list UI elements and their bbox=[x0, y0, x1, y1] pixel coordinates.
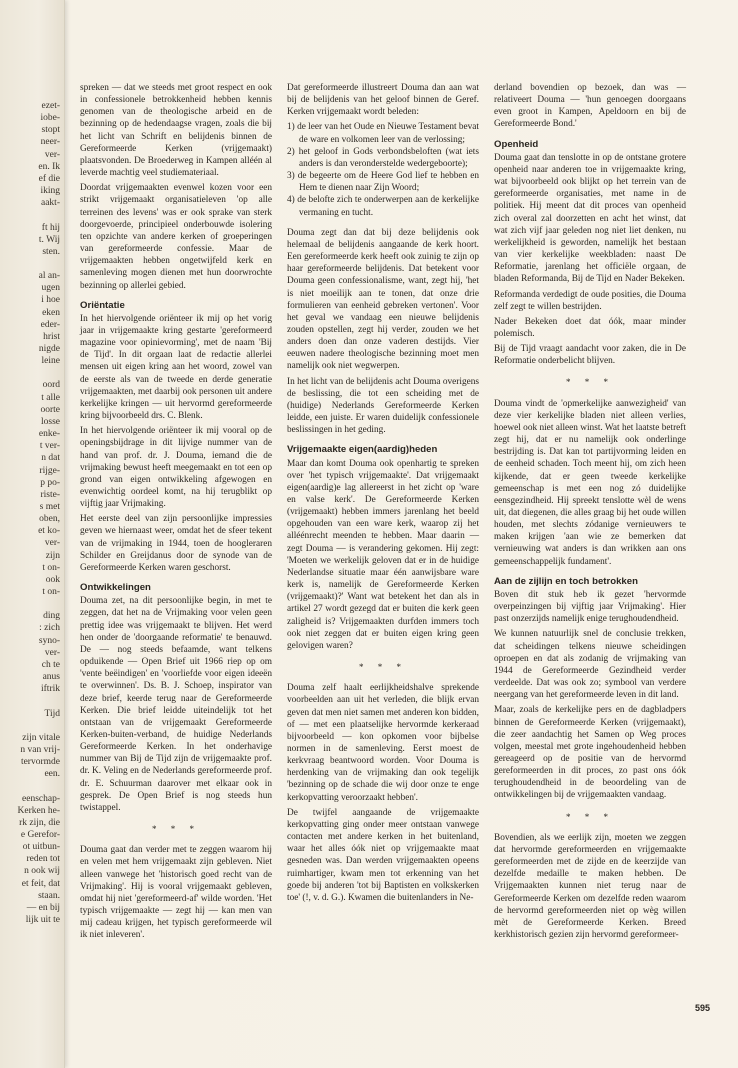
paragraph: Maar, zoals de kerkelijke pers en de dagbladpers binnen de Gereformeerde Kerken (vrijgemaakt), die zeer aandachtig het Samen op Weg proces volgen, meestal met grote ingehoudenheid hebben gereageerd op de positie van de hervormd gereformeerden in dit proces, zo past ons óók terughoudendheid in de beoordeling van de ontwikkelingen bij de vrijgemaakten vandaag. bbox=[494, 705, 686, 801]
previous-page-fragment: sten. bbox=[42, 246, 60, 257]
previous-page-fragment: et feit, dat bbox=[21, 878, 60, 889]
previous-page-fragment: hrist bbox=[43, 331, 60, 342]
previous-page-fragment: rijge- bbox=[39, 465, 60, 476]
previous-page-margin bbox=[0, 0, 65, 1068]
previous-page-fragment: n dat bbox=[41, 453, 60, 464]
previous-page-fragment: — en bij bbox=[26, 902, 60, 913]
paragraph: We kunnen natuurlijk snel de conclusie trekken, dat scheidingen telkens nieuwe scheidingen oproepen en dat als zodanig de vrijmaking van 1944 de Gereformeerde Gezindheid verder verdeelde. Dat was ook zo; symbool van verdere neergang van het gereformeerde leven in dit land. bbox=[494, 629, 686, 701]
previous-page-fragment: enke- bbox=[38, 429, 60, 440]
previous-page-fragment: t on- bbox=[42, 587, 60, 597]
column-3 bbox=[494, 82, 686, 944]
previous-page-fragment: zijn vitale bbox=[22, 732, 60, 743]
previous-page-fragment: s met bbox=[39, 501, 60, 512]
paragraph: Douma gaat dan tenslotte in op de ontstane grotere openheid naar anderen toe in vrijgemaakte kring, wat bijvoorbeeld ook blijkt op het terrein van de gereformeerde organisaties, met name in de politiek. Hij meent dat dit proces van openheid zich overal zal doorzetten en acht het winst, dat wat zich vijf jaar geleden nog niet liet denken, nu werkelijkheid is geworden, namelijk het bestaan van vier kerkelijke weekbladen: naast De Reformatie, jarenlang het officiële orgaan, de bladen Reformanda, Bij de Tijd en Nader Bekeken. bbox=[494, 152, 686, 285]
previous-page-fragment: ezet- bbox=[41, 101, 60, 111]
previous-page-fragment: reden tot bbox=[26, 854, 60, 865]
previous-page-fragment: ef die bbox=[38, 173, 60, 184]
previous-page-fragment: t on- bbox=[42, 562, 60, 573]
section-divider: * * * bbox=[566, 811, 614, 822]
previous-page-fragment: losse bbox=[41, 416, 60, 427]
column-2 bbox=[287, 82, 479, 907]
section-heading-orientatie: Oriëntatie bbox=[80, 299, 125, 311]
previous-page-fragment: eken bbox=[42, 307, 60, 318]
paragraph: Douma zegt dan dat bij deze belijdenis ook helemaal de belijdenis aangaande de kerk hoort. Een gereformeerde kerk heeft ook zuinig te zijn op haar gereformeerde belijdenis. Dat betekent voor Douma geen confessionalisme, want, zegt hij, 'het is niet moeilijk aan te tonen, dat onze drie formulieren van eenheid gebreken vertonen'. Voor het geval we vandaag een nieuwe belijdenis zouden opstellen, zegt hij verder, zouden we het anders doen dan onze vaderen destijds. Vier eeuwen nadere theologische bezinning moet men namelijk ook niet wegwerpen. bbox=[287, 227, 479, 372]
previous-page-fragment: een. bbox=[44, 769, 60, 780]
list-item: 1) de leer van het Oude en Nieuwe Testament bevat de ware en volkomen leer van de verlossing; bbox=[287, 122, 480, 145]
paragraph: Het eerste deel van zijn persoonlijke impressies geven we hiernaast weer, omdat het de sfeer tekent van de vrijmaking in 1944, toen de hoogleraren Schilder en Greijdanus door de synode van de Gereformeerde Kerken waren geschorst. bbox=[80, 514, 272, 573]
paragraph: Nader Bekeken doet dat óók, maar minder polemisch. bbox=[494, 316, 686, 339]
previous-page-fragment: n van vrij- bbox=[20, 744, 60, 755]
previous-page-fragment: t alle bbox=[41, 392, 60, 403]
previous-page-fragment: oorte bbox=[40, 404, 60, 415]
previous-page-fragment: iking bbox=[40, 186, 60, 197]
previous-page-fragment: tervormde bbox=[20, 757, 60, 768]
previous-page-fragment: e Gerefor- bbox=[20, 830, 60, 840]
previous-page-fragment: staan. bbox=[38, 890, 60, 901]
previous-page-fragment: ook bbox=[45, 574, 60, 585]
previous-page-fragment: ver- bbox=[44, 647, 60, 658]
previous-page-fragment: p po- bbox=[40, 477, 60, 488]
previous-page-fragment: zijn bbox=[45, 550, 60, 561]
previous-page-fragment: ch te bbox=[41, 659, 60, 670]
previous-page-fragment: t ver- bbox=[39, 441, 60, 452]
belijdenis-list bbox=[287, 121, 479, 218]
previous-page-fragment: oben, bbox=[39, 514, 60, 525]
previous-page-fragment: syno- bbox=[38, 635, 60, 646]
paragraph: spreken — dat we steeds met groot respect en ook in confessionele betrokkenheid hebben kennis genomen van de theologische arbeid en de bezinning op de hedendaagse vragen, zoals die bij het licht van Schrift en belijdenis binnen de Gereformeerde Kerken (vrijgemaakt) plaatsvonden. De Broederweg in Kampen alléén al leverde machtig veel studiemateriaal. bbox=[80, 83, 272, 179]
previous-page-fragment: neer- bbox=[40, 137, 60, 148]
previous-page-fragment: lijk uit te bbox=[25, 915, 60, 926]
previous-page-fragment: iobe- bbox=[40, 113, 60, 124]
previous-page-fragment: n ook wij bbox=[24, 866, 60, 877]
previous-page-fragment: eenschap- bbox=[22, 793, 60, 804]
previous-page-fragment: stopt bbox=[41, 125, 60, 136]
previous-page-fragment: et ko- bbox=[38, 526, 60, 537]
previous-page-fragment: Kerken he- bbox=[17, 805, 60, 816]
list-item: 3) de begeerte om de Heere God lief te hebben en Hem te dienen naar Zijn Woord; bbox=[287, 171, 479, 194]
section-heading-openheid: Openheid bbox=[494, 138, 539, 150]
previous-page-fragment: al an- bbox=[38, 271, 60, 282]
previous-page-fragment: nigde bbox=[38, 344, 60, 354]
paragraph: In het hiervolgende oriënteer ik mij vooral op de openingsbijdrage in dit lijvige nummer van de hand van prof. dr. J. Douma, iemand die de vrijmaking bewust heeft meegemaakt en tot een op grond van eigen ontwikkeling afgewogen en evenwichtig oordeel komt, na hij terugblikt op vijftig jaar Vrijmaking. bbox=[80, 426, 272, 510]
paragraph: Douma zelf haalt eerlijkheidshalve sprekende voorbeelden aan uit het verleden, die blijk ervan geven dat men niet samen met anderen kon bidden, of — met een plaatselijke hervormde kerkeraad bijvoorbeeld — kon opkomen voor bijbelse normen in de samenleving. Eerst moest de kerkvraag beantwoord worden. Voor Douma is herdenking van de vrijmaking dan ook tegelijk 'bezinning op de schade die wij door onze te enge kerkopvatting veroorzaakt hebben'. bbox=[287, 683, 479, 803]
previous-page-fragment: riste- bbox=[40, 489, 60, 500]
page-number: 595 bbox=[694, 1003, 710, 1013]
previous-page-fragment: eder- bbox=[40, 319, 60, 330]
previous-page-fragment: ot uitbun- bbox=[22, 842, 60, 853]
previous-page-fragment: ding bbox=[43, 611, 60, 622]
paragraph: derland bovendien op bezoek, dan was — relativeert Douma — 'hun genoegen doorgaans even groot in Kampen, Apeldoorn en bij de Gereformeerde Bond.' bbox=[494, 83, 686, 130]
paragraph: Doordat vrijgemaakten evenwel kozen voor een strikt vrijgemaakt organisatieleven 'op alle terreinen des levens' was er ook sprake van sterk doorgevoerde, principieel onderbouwde isolering ten opzichte van andere kerken of groeperingen van gereformeerde confessie. Maar de vrijgemaakten hebben ongetwijfeld kerk en samenleving mogen dienen met hun doorwrochte bezinning op allerlei gebied. bbox=[80, 183, 272, 291]
list-item: 2) het geloof in Gods verbondsbeloften (wat iets anders is dan veronderstelde wedergeboorte); bbox=[287, 146, 479, 169]
previous-page-fragment: ft hij bbox=[41, 222, 60, 233]
section-heading-eigenaardigheden: Vrijgemaakte eigen(aardig)heden bbox=[287, 444, 438, 456]
paragraph: Dat gereformeerde illustreert Douma dan aan wat bij de belijdenis van het geloof binnen de Geref. Kerken vrijgemaakt wordt beleden: bbox=[287, 83, 479, 118]
paragraph: Reformanda verdedigt de oude posities, die Douma zelf zegt te willen bestrijden. bbox=[494, 289, 686, 312]
previous-page-fragment: ver- bbox=[44, 149, 60, 160]
previous-page-fragment: ugen bbox=[41, 283, 60, 294]
previous-page-fragment: anus bbox=[42, 672, 60, 683]
paragraph: In het hiervolgende oriënteer ik mij op het vorig jaar in vrijgemaakte kring gestarte 'gereformeerd magazine voor opinievorming', met de naam 'Bij de Tijd'. In dit orgaan laat de redactie allerlei mensen uit eigen kring aan het woord, zowel van de eerste als van de tweede en derde generatie vrijgemaakten, met daarbij ook personen uit andere kerkelijke kringen — uit hervormd gereformeerde kring bijvoorbeeld drs. C. Blenk. bbox=[80, 313, 272, 422]
section-divider: * * * bbox=[566, 377, 614, 388]
section-heading-ontwikkelingen: Ontwikkelingen bbox=[80, 582, 151, 594]
column-1 bbox=[80, 82, 272, 944]
previous-page-fragment: ver- bbox=[44, 538, 60, 549]
paragraph: De twijfel aangaande de vrijgemaakte kerkopvatting ging onder meer ontstaan vanwege contacten met andere kerken in het buitenland, waar het alles óók niet op vrijgemaakte maat gesneden was. Dan werden vrijgemaakten opeens ruimhartiger, kwam men tot erkenning van het goede bij anderen 'tot bij Baptisten en volkskerken toe' (!, v. d. G.). Kwamen die buitenlanders in Ne- bbox=[287, 807, 479, 903]
previous-page-fragment: Tijd bbox=[44, 708, 60, 719]
previous-page-fragment: oord bbox=[42, 380, 60, 391]
paragraph: In het licht van de belijdenis acht Douma overigens de beslissing, die tot een scheiding met de (huidige) Nederlands Gereformeerde Kerken leidde, een juiste. Er waren duidelijk confessionele beslissingen in het geding. bbox=[287, 376, 479, 436]
paragraph: Douma vindt de 'opmerkelijke aanwezigheid' van deze vier kerkelijke bladen niet alleen verlies, hoewel ook niet alleen winst. Wat het laatste betreft zegt hij, dat er nu namelijk ook onderlinge bestrijding is. Dat kan tot partijvorming leiden en de eenheid schaden. Toch meent hij, om zich heen kijkende, dat er geen tweede kerkelijke gemeenschap is met een nog zó duidelijke eensgezindheid. Hij spreekt tenslotte wèl de wens uit, dat diegenen, die alles graag bij het oude willen houden, met slechts zódanige vernieuwers te maken krijgen 'aan wie ze bemerken dat vernieuwing wat anders is dan wrikken aan ons gemeenschappelijk fundament'. bbox=[494, 398, 686, 567]
previous-page-fragment: leine bbox=[41, 356, 60, 367]
list-item: 4) de belofte zich te onderwerpen aan de kerkelijke vermaning en tucht. bbox=[287, 195, 479, 218]
previous-page-fragment: iftrik bbox=[41, 684, 60, 695]
previous-page-fragment: en. Ik bbox=[38, 161, 60, 172]
previous-page-fragment: aakt- bbox=[41, 198, 60, 209]
paragraph: Bij de Tijd vraagt aandacht voor zaken, die in De Reformatie onderbelicht blijven. bbox=[494, 344, 686, 367]
previous-page-fragment: rk zijn, die bbox=[19, 817, 60, 828]
section-heading-zijlijn: Aan de zijlijn en toch betrokken bbox=[494, 575, 638, 587]
paragraph: Maar dan komt Douma ook openhartig te spreken over 'het typisch vrijgemaakte'. Dat vrijgemaakt eigen(aardig)e lag allereerst in het zicht op 'ware en valse kerk'. De Gereformeerde Kerken (vrijgemaakt) hebben immers jarenlang het beeld opgehouden van een ware kerk, waarop zij het alléénrecht meenden te hebben. Maar daarin — zegt Douma — is verandering gekomen. Hij zegt: 'Moeten we werkelijk geloven dat er in de huidige Nederlandse situatie maar één aanwijsbare ware kerk is, namelijk de Gereformeerde Kerken (vrijgemaakt)?' Want wat betekent het dan als in artikel 27 wordt gezegd dat er buiten die kerk geen zaligheid is? Vrijgemaakten durfden immers toch ook niet zeggen dat er buiten eigen kring geen gelovigen waren? bbox=[287, 458, 479, 651]
paragraph: Bovendien, als we eerlijk zijn, moeten we zeggen dat hervormde gereformeerden en vrijgemaakte gereformeerden met de zijde en de keerzijde van dezelfde medaille te maken hebben. De Vrijgemaakten kunnen niet terug naar de Gereformeerde Kerken om dezelfde reden waarom de hervormd gereformeerden niet op wèg willen mèt de Gereformeerde Kerken. Breed kerkhistorisch gezien zijn hervormd gereformeer- bbox=[494, 832, 686, 940]
previous-page-fragment: t. Wij bbox=[38, 234, 60, 245]
section-divider: * * * bbox=[152, 824, 200, 835]
paragraph: Boven dit stuk heb ik gezet 'hervormde overpeinzingen bij vijftig jaar Vrijmaking'. Hier past onzerzijds namelijk enige terughoudendheid. bbox=[494, 589, 686, 625]
section-divider: * * * bbox=[359, 662, 407, 673]
previous-page-fragment: i hoe bbox=[41, 295, 60, 306]
previous-page-fragment: : zich bbox=[39, 623, 60, 634]
paragraph: Douma zet, na dit persoonlijke begin, in met te zeggen, dat het na de Vrijmaking voor velen geen prettig idee was vrijgemaakt te blijven. Het werd hen onder de 'doorgaande reformatie' te benauwd. De — nog steeds befaamde, want telkens opduikende — Open Brief uit 1966 riep op om 'vente beëindigen' en 'voorliefde voor eigen ideeën te overwinnen'. Ds. B. J. Schoep, inspirator van deze brief, keerde terug naar de Gereformeerde Kerken. Die brief leidde uiteindelijk tot het ontstaan van de vrijgemaakt Gereformeerde Kerken-buiten-verband, de huidige Nederlands Gereformeerde Kerken. In het onderhavige nummer van Bij de Tijd zijn de vrijgemaakte prof. dr. K. Veling en de Nederlands gereformeerde prof. dr. E. Schuurman daarover met elkaar ook in gesprek. De Open Brief is nog steeds hun twistappel. bbox=[80, 596, 272, 813]
paragraph: Douma gaat dan verder met te zeggen waarom hij en velen met hem vrijgemaakt zijn gebleven. Niet alleen vanwege het 'historisch goed recht van de Vrijmaking'. Hij is vooral vrijgemaakt gebleven, omdat hij niet 'gereformeerd-af' wilde worden. 'Het typisch vrijgemaakte — zegt hij — kan men van mij cadeau krijgen, het typisch gereformeerde wil ik niet inleveren'. bbox=[80, 845, 272, 941]
